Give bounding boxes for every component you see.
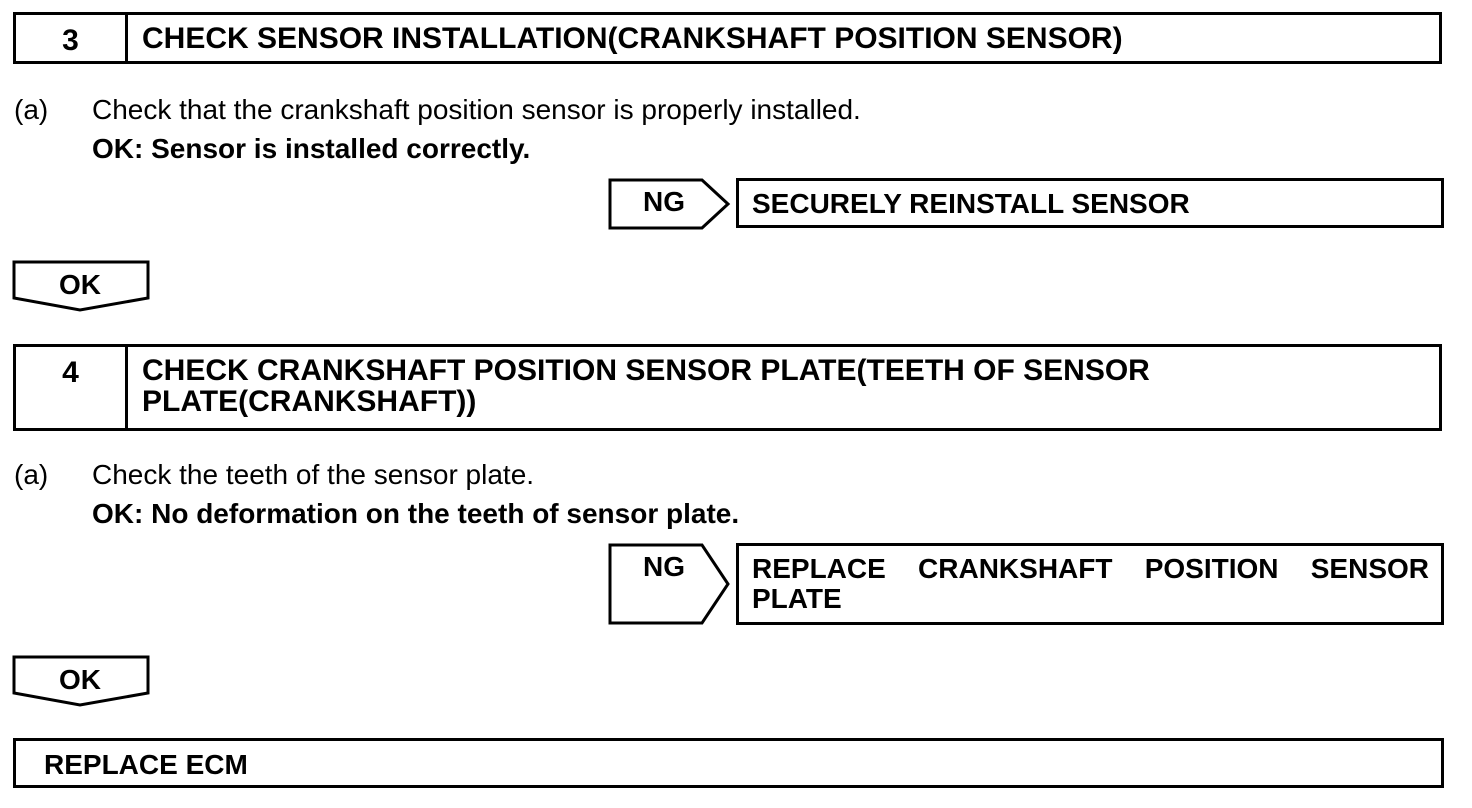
ng-action-box: SECURELY REINSTALL SENSOR <box>736 178 1444 228</box>
item-instruction: Check the teeth of the sensor plate. <box>92 459 535 490</box>
step-4-header <box>13 344 1442 431</box>
ng-label: NG <box>643 551 685 582</box>
step-title: CHECK SENSOR INSTALLATION(CRANKSHAFT POSITION SENSOR) <box>142 22 1123 55</box>
ok-criteria: OK: Sensor is installed correctly. <box>92 133 531 164</box>
ng-action-line-1: REPLACE CRANKSHAFT POSITION SENSOR <box>752 553 1429 584</box>
step-number: 3 <box>16 15 128 61</box>
step-title <box>128 347 1439 428</box>
ok-label: OK <box>59 269 101 300</box>
ng-label: NG <box>643 186 685 217</box>
step-3-header <box>13 12 1442 64</box>
step-number: 4 <box>16 347 128 428</box>
final-action-box: REPLACE ECM <box>13 738 1444 788</box>
item-instruction: Check that the crankshaft position sensor is properly installed. <box>92 94 861 125</box>
step-title-line-1: CHECK CRANKSHAFT POSITION SENSOR PLATE(TEETH OF SENSOR <box>142 354 1150 387</box>
ok-label: OK <box>59 664 101 695</box>
ng-action-line-2: PLATE <box>752 583 842 614</box>
item-letter: (a) <box>14 94 49 125</box>
step-title-line-2: PLATE(CRANKSHAFT)) <box>142 385 477 418</box>
ok-criteria: OK: No deformation on the teeth of sensor plate. <box>92 498 740 529</box>
item-letter: (a) <box>14 459 49 490</box>
ng-action-box <box>736 543 1444 625</box>
